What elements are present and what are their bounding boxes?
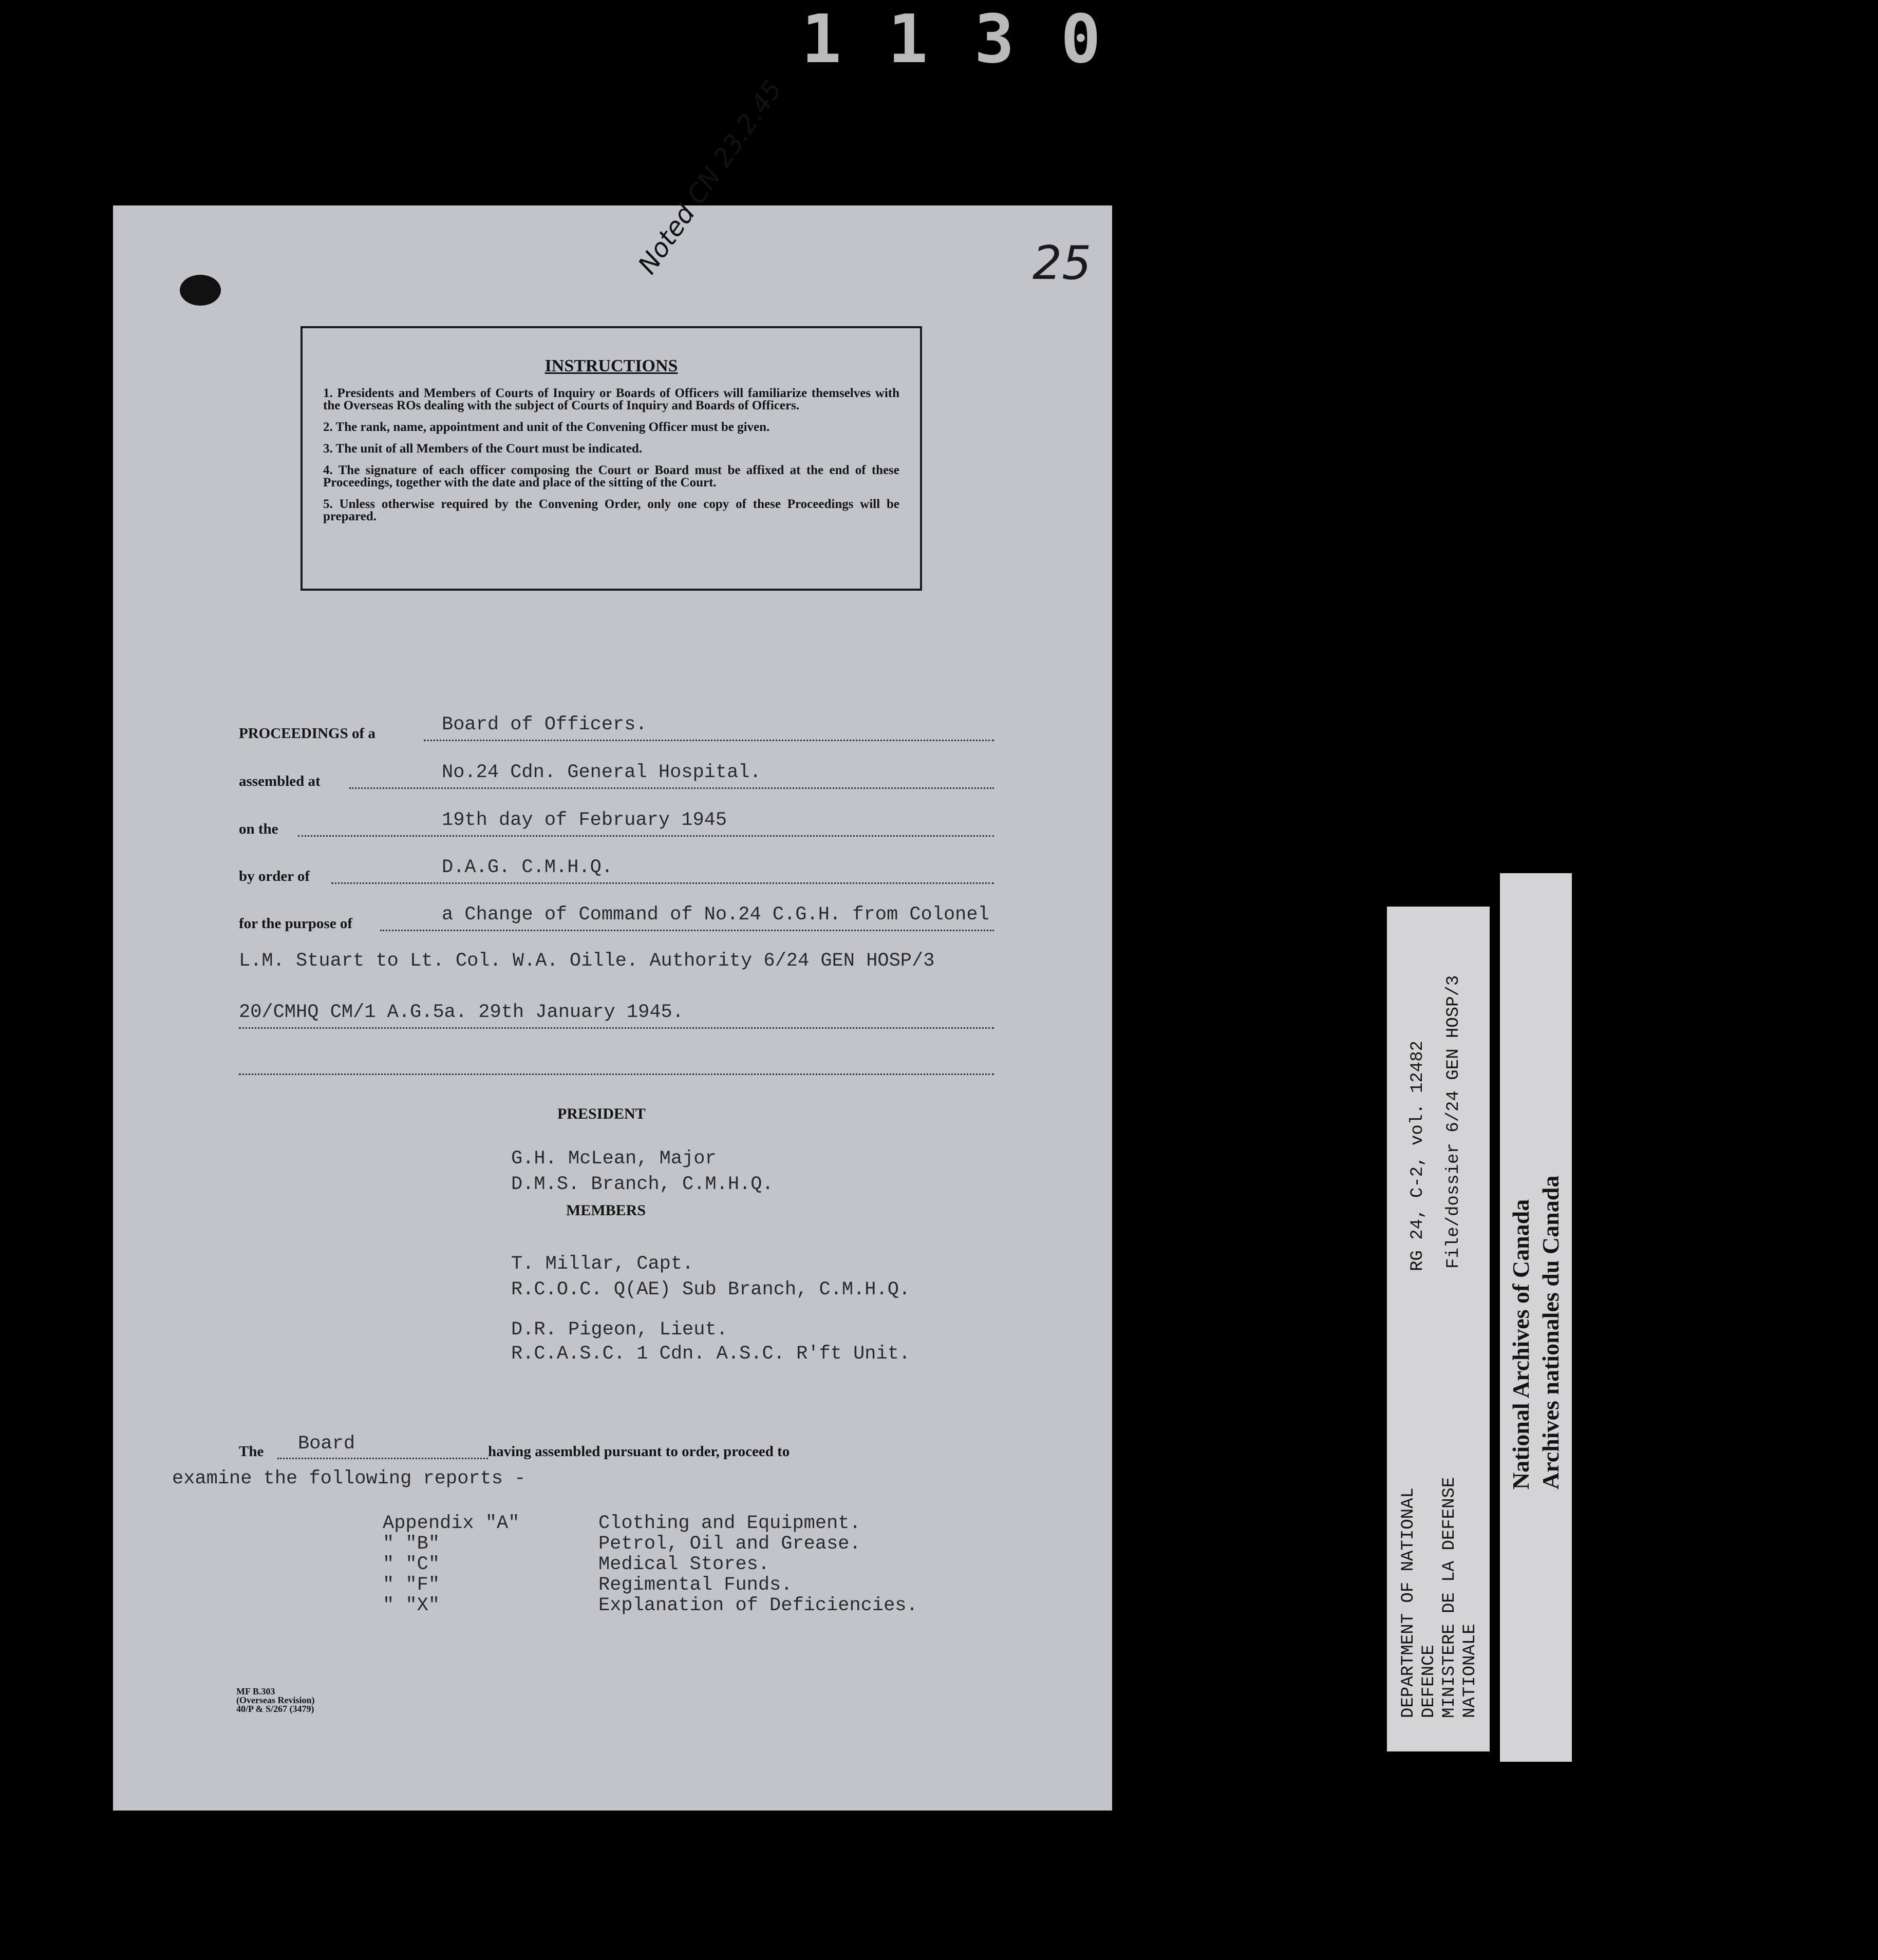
instruction-item: 5. Unless otherwise required by the Convening Order, only one copy of these Proceedings will be prepared. xyxy=(323,497,899,523)
dotted-line xyxy=(424,740,994,741)
instruction-item: 4. The signature of each officer composing the Court or Board must be affixed at the end of these Proceedings, together with the date and place of the sitting of the Court. xyxy=(323,463,899,489)
noted-stamp: Noted CN 23.2.45 xyxy=(632,75,788,279)
appendix-ref: " "F" xyxy=(383,1574,440,1596)
department-line: MINISTERE DE LA DEFENSE xyxy=(1440,1477,1459,1718)
instruction-item: 1. Presidents and Members of Courts of Inquiry or Boards of Officers will familiarize themselves with the Overseas ROs dealing with the subject of Courts of Inquiry and Boards of Officers. xyxy=(323,386,899,412)
archive-name xyxy=(1506,1176,1566,1490)
purpose-line-3: 20/CMHQ CM/1 A.G.5a. 29th January 1945. xyxy=(239,1002,684,1023)
dotted-line xyxy=(349,787,994,789)
archive-name-fr: Archives nationales du Canada xyxy=(1537,1175,1564,1490)
instructions-box xyxy=(301,326,922,591)
assembled-label: assembled at xyxy=(239,773,321,789)
member-1-name: T. Millar, Capt. xyxy=(511,1253,694,1275)
instruction-item: 3. The unit of all Members of the Court must be indicated. xyxy=(323,442,643,456)
appendix-title: Petrol, Oil and Grease. xyxy=(598,1533,861,1555)
form-identifier xyxy=(236,1687,314,1713)
department-block xyxy=(1398,1477,1480,1718)
frame-number: 1130 xyxy=(801,0,1148,78)
department-line: DEPARTMENT OF NATIONAL xyxy=(1399,1487,1418,1718)
instruction-item: 2. The rank, name, appointment and unit of the Convening Officer must be given. xyxy=(323,420,770,434)
punch-hole xyxy=(180,275,221,306)
form-id-line: 40/P & S/267 (3479) xyxy=(236,1704,314,1714)
dotted-line xyxy=(239,1027,994,1029)
appendix-title: Explanation of Deficiencies. xyxy=(598,1595,918,1616)
dotted-line xyxy=(277,1458,488,1459)
closing-continued: examine the following reports - xyxy=(172,1468,526,1490)
form-id-line: MF B.303 xyxy=(236,1686,275,1697)
archive-name-label xyxy=(1500,873,1572,1762)
assembled-value: No.24 Cdn. General Hospital. xyxy=(442,762,761,783)
president-unit: D.M.S. Branch, C.M.H.Q. xyxy=(511,1174,774,1195)
date-value: 19th day of February 1945 xyxy=(442,809,727,831)
archive-name-en: National Archives of Canada xyxy=(1508,1199,1534,1490)
dotted-line xyxy=(239,1073,994,1075)
purpose-label: for the purpose of xyxy=(239,915,352,932)
member-1-unit: R.C.O.C. Q(AE) Sub Branch, C.M.H.Q. xyxy=(511,1279,911,1301)
archive-reference-label xyxy=(1387,907,1490,1751)
dotted-line xyxy=(298,835,994,837)
purpose-line-2: L.M. Stuart to Lt. Col. W.A. Oille. Authority 6/24 GEN HOSP/3 xyxy=(239,950,935,972)
appendix-title: Medical Stores. xyxy=(598,1554,770,1575)
department-line: DEFENCE xyxy=(1419,1645,1439,1718)
closing-having: having assembled pursuant to order, proceed to xyxy=(488,1443,790,1460)
member-2-unit: R.C.A.S.C. 1 Cdn. A.S.C. R'ft Unit. xyxy=(511,1343,911,1365)
member-2-name: D.R. Pigeon, Lieut. xyxy=(511,1319,728,1341)
file-reference: File/dossier 6/24 GEN HOSP/3 xyxy=(1444,975,1463,1269)
date-label: on the xyxy=(239,821,278,837)
appendix-ref: Appendix "A" xyxy=(383,1513,520,1534)
form-id-line: (Overseas Revision) xyxy=(236,1695,315,1705)
appendix-title: Clothing and Equipment. xyxy=(598,1513,861,1534)
dotted-line xyxy=(331,882,994,884)
order-value: D.A.G. C.M.H.Q. xyxy=(442,857,613,878)
proceedings-label: PROCEEDINGS of a xyxy=(239,725,375,742)
department-line: NATIONALE xyxy=(1460,1624,1480,1718)
dotted-line xyxy=(380,930,994,931)
president-heading: PRESIDENT xyxy=(557,1105,646,1122)
proceedings-value: Board of Officers. xyxy=(442,714,647,736)
president-name: G.H. McLean, Major xyxy=(511,1148,717,1170)
appendix-ref: " "X" xyxy=(383,1595,440,1616)
appendix-ref: " "B" xyxy=(383,1533,440,1555)
document-page xyxy=(113,75,1112,1811)
purpose-line-1: a Change of Command of No.24 C.G.H. from Colonel xyxy=(442,904,989,926)
appendix-ref: " "C" xyxy=(383,1554,440,1575)
closing-the: The xyxy=(239,1443,264,1460)
closing-body: Board xyxy=(298,1433,355,1455)
instructions-title: INSTRUCTIONS xyxy=(544,356,678,375)
appendix-title: Regimental Funds. xyxy=(598,1574,793,1596)
members-heading: MEMBERS xyxy=(566,1202,646,1219)
order-label: by order of xyxy=(239,868,310,884)
record-group: RG 24, C-2, vol. 12482 xyxy=(1408,1041,1428,1271)
page-number: 25 xyxy=(1032,236,1092,290)
